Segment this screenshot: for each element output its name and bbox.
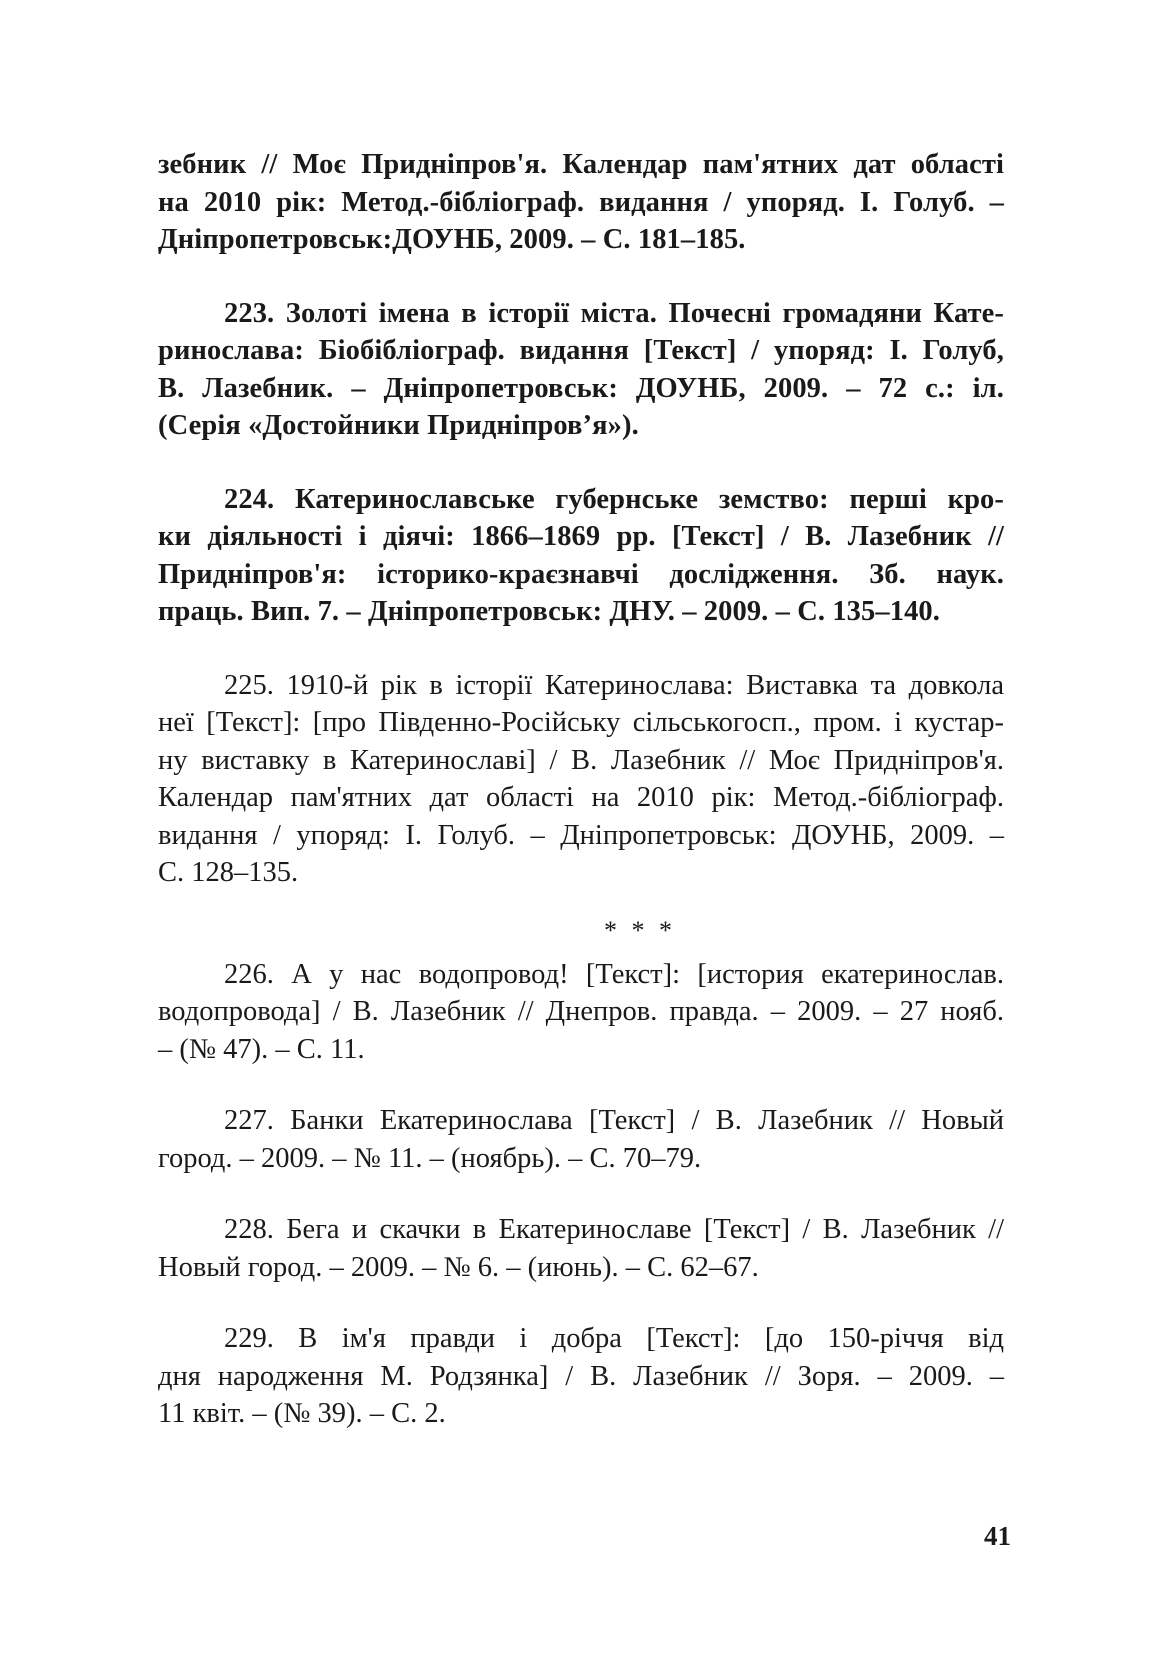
entry-line: Календар пам'ятних дат області на 2010 рік: Метод.-бібліограф. [158, 782, 1004, 813]
bibliography-entry-222-continuation [158, 146, 1004, 259]
entry-line: водопровода] / В. Лазебник // Днепров. правда. – 2009. – 27 нояб. [158, 996, 1004, 1027]
entry-line: Новый город. – 2009. – № 6. – (июнь). – С. 62–67. [158, 1251, 759, 1283]
entry-line: 228. Бега и скачки в Екатеринославе [Текст] / В. Лазебник // [224, 1214, 1004, 1245]
entry-line: на 2010 рік: Метод.-бібліограф. видання / упоряд. І. Голуб. – [158, 186, 1004, 218]
entry-line: 223. Золоті імена в історії міста. Почесні громадяни Кате- [224, 297, 1004, 329]
entry-line: ну виставку в Катеринославі] / В. Лазебник // Моє Придніпров'я. [158, 744, 1004, 776]
entry-line: 224. Катеринославське губернське земство: перші кро- [224, 483, 1004, 515]
entry-line: 229. В ім'я правди і добра [Текст]: [до 150-річчя від [224, 1323, 1004, 1354]
entry-line: праць. Вип. 7. – Дніпропетровськ: ДНУ. – 2009. – С. 135–140. [158, 596, 941, 627]
bibliography-entry-226 [158, 956, 1004, 1069]
entry-line: Придніпров'я: історико-краєзнавчі дослідження. Зб. наук. [158, 558, 1004, 590]
entry-line: (Серія «Достойники Придніпров’я»). [158, 410, 639, 441]
bibliography-entry-225 [158, 667, 1004, 892]
page-number: 41 [984, 1521, 1011, 1551]
entry-line: – (№ 47). – С. 11. [158, 1033, 365, 1065]
entry-line: 11 квіт. – (№ 39). – С. 2. [158, 1398, 446, 1429]
entry-line: 225. 1910-й рік в історії Катеринослава: Виставка та довкола [224, 669, 1004, 701]
entry-line: дня народження М. Родзянка] / В. Лазебник // Зоря. – 2009. – [158, 1360, 1004, 1392]
entry-line: В. Лазебник. – Дніпропетровськ: ДОУНБ, 2009. – 72 с.: іл. [158, 372, 1004, 404]
entry-line: зебник // Моє Придніпров'я. Календар пам'ятних дат області [158, 149, 1004, 180]
bibliography-entry-227 [158, 1102, 1004, 1177]
entry-line: Дніпропетровськ:ДОУНБ, 2009. – С. 181–185. [158, 224, 746, 255]
section-separator: * * * [604, 915, 676, 945]
entry-line: неї [Текст]: [про Південно-Російську сільськогосп., пром. і кустар- [158, 707, 1004, 738]
entry-line: ринослава: Біобібліограф. видання [Текст] / упоряд: І. Голуб, [158, 335, 1004, 366]
entry-line: ки діяльності і діячі: 1866–1869 рр. [Текст] / В. Лазебник // [158, 521, 1004, 552]
page-body [158, 146, 1004, 1433]
entry-line: город. – 2009. – № 11. – (ноябрь). – С. 70–79. [158, 1142, 702, 1174]
entry-line: видання / упоряд: І. Голуб. – Дніпропетровськ: ДОУНБ, 2009. – [158, 819, 1004, 851]
bibliography-entry-224 [158, 481, 1004, 631]
bibliography-entry-228 [158, 1211, 1004, 1286]
entry-line: 227. Банки Екатеринослава [Текст] / В. Лазебник // Новый [224, 1105, 1004, 1136]
entry-line: С. 128–135. [158, 857, 299, 888]
bibliography-entry-223 [158, 295, 1004, 445]
entry-line: 226. А у нас водопровод! [Текст]: [история екатеринослав. [224, 958, 1004, 990]
bibliography-entry-229 [158, 1320, 1004, 1433]
